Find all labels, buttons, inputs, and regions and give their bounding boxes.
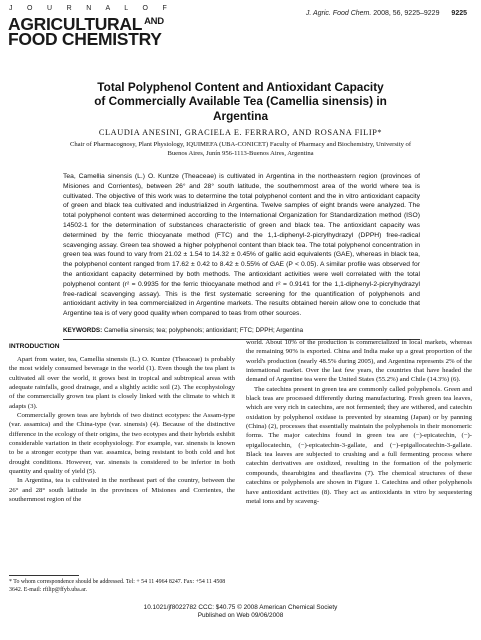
- keywords: [63, 327, 420, 334]
- paragraph: The catechins present in green tea are commonly called polyphenols. Green and black teas are processed differently during manufacturing. Fresh green tea leaves, which are very rich in catechins, are not fermented; they are withered, and catechin oxidation by polyphenol oxidase is prevented by steaming (Japan) or by panning (China) (2), processes that essentially maintain the polyphenols in their monomeric forms. The major catechins found in green tea are (−)-epicatechin, (−)-epigallocatechin, (−)-epicatechin-3-gallate, and (−)-epigallocatechin-3-gallate. Black tea leaves are subjected to crushing and a full fermenting process where catechin derivatives are oxidized, resulting in the formation of the polymeric compounds, thearubigins and theaflavins (7). The chemical structures of these catechins or polyphenols are shown in Figure 1. Catechins and other polyphenols have antioxidant activities (8). They act as antioxidants in vitro by sequestering metal ions and by scaveng-: [246, 385, 472, 505]
- doi-line: 10.1021/jf8022782 CCC: $40.75 © 2008 American Chemical Society: [143, 604, 338, 611]
- paragraph: Commercially grown teas are hybrids of two distinct ecotypes: the Assam-type (var. assamica) and the China-type (var. sinensis) (4). Because of the distinctive difference in the ecology of their origins, the two ecotypes and their hybrids exhibit considerable variation in their ecophysiology. For example, var. sinensis is known to be a stronger ecotype than var. assamica, being resistant to both cold and hot drought conditions. However, var. sinensis is considered to be inferior in both quantity and quality of yield (5).: [9, 412, 235, 476]
- right-column: [246, 338, 472, 506]
- left-column: [9, 355, 235, 505]
- citation-year-volume: 2008, 56, 9225–9229: [373, 10, 440, 17]
- journal-title-agricultural: AGRICULTURAL: [8, 14, 143, 34]
- abstract: Tea, Camellia sinensis (L.) O. Kuntze (Theaceae) is cultivated in Argentina in the northeastern region (provinces of Misiones and Corrientes), between 26° and 28° south latitude, the southernmost area of the world where tea is cultivated. The objective of this work was to determine the total polyphenol content and the in vitro antioxidant capacity of green and black tea cultivated and industrialized in Argentina. Twelve samples of eight brands were analyzed. The total polyphenol content was determined according to the International Organization for Standardization method (ISO) 14502-1 for the determination of substances characteristic of green and black tea. The antioxidant capacity was determined by the ferric thiocyanate method (FTC) and the 1,1-diphenyl-2-picrylhydrazyl (DPPH) free-radical scavenging assay. Green tea showed a higher polyphenol content than black tea. The total polyphenol concentration in green tea was found to vary from 21.02 ± 1.54 to 14.32 ± 0.45% of gallic acid equivalents (GAE), whereas in black tea, the polyphenol content ranged from 17.62 ± 0.42 to 8.42 ± 0.55% of GAE (P < 0.05). A similar profile was observed for the antioxidant capacity determined by both methods. The antioxidant activities were well correlated with the total polyphenol content (r² = 0.9935 for the ferric thiocyanate method and r² = 0.9141 for the 1,1-diphenyl-2-picrylhydrazyl free-radical scavenging assay). This is the first systematic screening for the quantification of polyphenols and antioxidant activity in tea commercialized in Argentine markets. The results obtained herein allow one to conclude that Argentine tea is of very good quality when compared to teas from other sources.: [63, 173, 420, 318]
- footnote-divider: [9, 575, 79, 576]
- article-title: [0, 80, 481, 123]
- doi-footer: [0, 604, 481, 620]
- affiliation: Chair of Pharmacognosy, Plant Physiology, IQUIMEFA (UBA-CONICET) Faculty of Pharmacy and Biochemistry, University of Buenos Aires, Junín 956-1113-Buenos Aires, Argentina: [69, 141, 412, 157]
- citation-journal: J. Agric. Food Chem.: [305, 10, 372, 17]
- journal-title-and: AND: [144, 16, 164, 27]
- page-number: 9225: [451, 10, 467, 17]
- journal-of-label: J O U R N A L O F: [9, 5, 174, 12]
- article-title-line1: Total Polyphenol Content and Antioxidant Capacity: [97, 80, 384, 94]
- paragraph: Apart from water, tea, Camellia sinensis (L.) O. Kuntze (Theaceae) is probably the most widely consumed beverage in the world (1). Even though the tea plant is cultivated all over the world, it grows best in tropical and subtropical areas with adequate rainfalls, good drainage, and a slightly acidic soil (2). The ecophysiology of the commercially grown tea plant is closely linked with the climate to which it adapts (3).: [9, 356, 235, 410]
- paragraph: In Argentina, tea is cultivated in the northeast part of the country, between the 26° and 28° south latitude in the provinces of Misiones and Corrientes, the southernmost region of the: [9, 477, 235, 504]
- section-heading-introduction: INTRODUCTION: [9, 343, 60, 350]
- correspondence-footnote: * To whom correspondence should be addressed. Tel: + 54 11 4964 8247. Fax: +54 11 4508 3642. E-mail: rfilip@ffyb.uba.ar.: [9, 579, 226, 593]
- article-title-line3: Argentina: [212, 108, 269, 123]
- paragraph: world. About 10% of the production is commercialized in local markets, whereas the remaining 90% is exported. China and India make up a great proportion of the world's production (nearly 48.5% during 2005), and Argentina represents 2% of the international market. Over the last few years, the countries that have headed the demand of Argentine tea were the United States (55.2%) and Chile (14.3%) (6).: [246, 339, 472, 384]
- journal-title-line2: FOOD CHEMISTRY: [8, 29, 162, 49]
- article-title-line2: of Commercially Available Tea (Camellia sinensis) in: [94, 94, 387, 109]
- published-line: Published on Web 09/06/2008: [197, 612, 284, 620]
- keywords-list: Camellia sinensis; tea; polyphenols; antioxidant; FTC; DPPH; Argentina: [103, 327, 304, 334]
- keywords-label: KEYWORDS:: [63, 327, 103, 334]
- authors: CLAUDIA ANESINI, GRACIELA E. FERRARO, AND ROSANA FILIP*: [98, 128, 383, 137]
- citation-header: [306, 10, 467, 17]
